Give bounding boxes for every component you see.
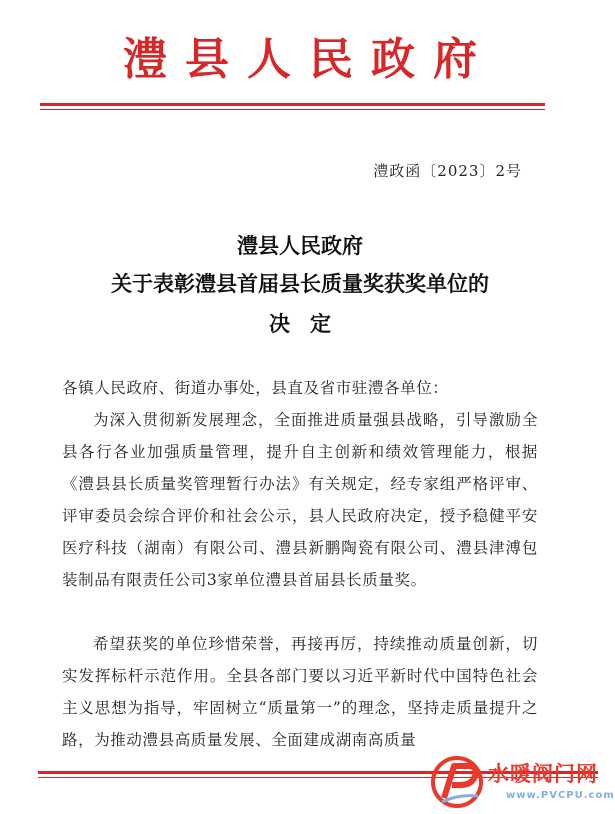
masthead-red-rule-thick bbox=[40, 103, 545, 106]
body-paragraph: 希望获奖的单位珍惜荣誉，再接再厉，持续推动质量创新，切实发挥标杆示范作用。全县各部门要以习近平新时代中国特色社会主义思想为指导，牢固树立“质量第一”的理念，坚持走质量提升之路，为推动澧县高质量发展、全面建成湖南高质量 bbox=[62, 635, 538, 749]
watermark-logo-icon bbox=[428, 752, 486, 810]
issuer-masthead: 澧县人民政府 bbox=[123, 34, 495, 85]
addressee-line: 各镇人民政府、街道办事处，县直及省市驻澧各单位： bbox=[62, 379, 449, 397]
masthead-red-rule-thin bbox=[40, 109, 545, 110]
document-title-issuer: 澧县人民政府 bbox=[237, 233, 363, 258]
watermark-site-name: 水暖阀门网 bbox=[488, 762, 598, 786]
document-number: 澧政函〔2023〕2号 bbox=[373, 162, 522, 180]
document-title-type: 决定 bbox=[269, 311, 351, 336]
body-paragraph: 为深入贯彻新发展理念，全面推进质量强县战略，引导激励全县各行各业加强质量管理，提升自主创新和绩效管理能力，根据《澧县县长质量奖管理暂行办法》有关规定，经专家组严格评审、评审委员会综合评价和社会公示，县人民政府决定，授予稳健平安医疗科技（湖南）有限公司、澧县新鹏陶瓷有限公司、澧县津溥包装制品有限责任公司3家单位澧县首届县长质量奖。 bbox=[62, 411, 538, 589]
site-watermark bbox=[428, 752, 615, 812]
document-title-subject: 关于表彰澧县首届县长质量奖获奖单位的 bbox=[111, 271, 489, 296]
watermark-site-url: www.PVCPU.com bbox=[506, 790, 615, 801]
